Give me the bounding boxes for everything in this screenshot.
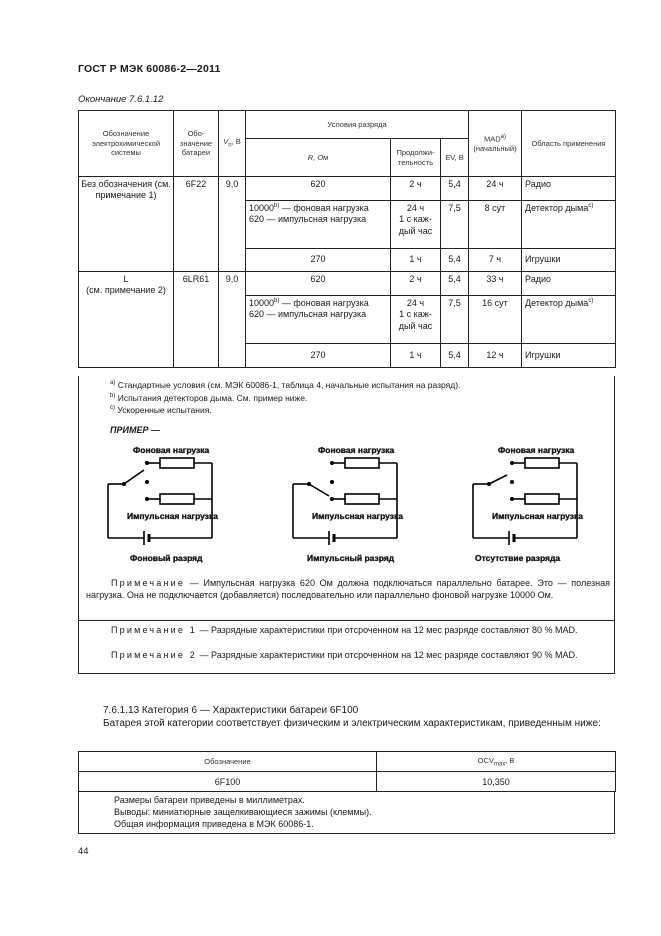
cell-area: Радио	[522, 177, 616, 201]
cell-duration: 1 ч	[391, 249, 441, 272]
cell-area: Игрушки	[522, 249, 616, 272]
cell-duration: 1 ч	[391, 344, 441, 368]
diagram-mid-label: Импульсная нагрузка	[312, 511, 403, 521]
cell-mad: 7 ч	[469, 249, 522, 272]
cell-duration: 24 ч 1 с каж- дый час	[391, 296, 441, 344]
header-battery: Обо-значение батареи	[174, 111, 219, 177]
cell-ev: 5,4	[441, 177, 469, 201]
note-1: Примечание 1 — Разрядные характеристики при отсроченном на 12 мес разряде составляют 80 % MAD.	[111, 625, 578, 635]
header-designation: Обозначение	[79, 752, 377, 772]
cell-ev: 5,4	[441, 249, 469, 272]
cell-area: Детектор дыма$^{c)}$	[522, 296, 616, 344]
circuit-schematic	[285, 440, 455, 570]
group1-designation: Без обозначения (см. примечание 1)	[79, 177, 174, 272]
cell-r: 620	[246, 177, 391, 201]
diagram-top-label: Фоновая нагрузка	[318, 445, 395, 455]
cell-mad: 16 сут	[469, 296, 522, 344]
diagram-mid-label: Импульсная нагрузка	[492, 511, 583, 521]
header-duration: Продолжи-тельность	[391, 139, 441, 177]
header-mad: MAD$^{a)}$ (начальный)	[469, 111, 522, 177]
group1-vn: 9,0	[219, 177, 246, 272]
document-header: ГОСТ Р МЭК 60086-2—2011	[78, 63, 221, 75]
header-conditions: Условия разряда	[246, 111, 469, 139]
diagram-bottom-label: Фоновый разряд	[130, 553, 203, 563]
group2-battery: 6LR61	[174, 272, 219, 368]
example-label: ПРИМЕР —	[110, 425, 160, 435]
header-area: Область применения	[522, 111, 616, 177]
diagram-bottom-label: Отсутствие разряда	[475, 553, 561, 563]
cell-duration: 2 ч	[391, 177, 441, 201]
cell-r: 620	[246, 272, 391, 296]
group2-designation: L (см. примечание 2)	[79, 272, 174, 368]
battery-6f100-table	[78, 751, 616, 792]
cell-designation: 6F100	[79, 772, 377, 792]
diagram-bottom-label: Импульсный разряд	[307, 553, 395, 563]
diagram-top-label: Фоновая нагрузка	[498, 445, 575, 455]
group2-vn: 9,0	[219, 272, 246, 368]
circuit-diagram-none	[465, 440, 635, 570]
cell-r: 270	[246, 344, 391, 368]
cell-mad: 8 сут	[469, 201, 522, 249]
notes-divider	[78, 620, 615, 621]
section-text: Батарея этой категории соответствует физическим и электрическим характеристикам, приведенным ниже:	[103, 718, 601, 729]
cell-ev: 5,4	[441, 344, 469, 368]
footnote-b: $^{b)}$ Испытания детекторов дыма. См. пример ниже.	[110, 393, 308, 403]
circuit-diagram-background	[100, 440, 270, 570]
diagram-top-label: Фоновая нагрузка	[133, 445, 210, 455]
cell-mad: 33 ч	[469, 272, 522, 296]
group1-battery: 6F22	[174, 177, 219, 272]
cell-area: Детектор дыма$^{c)}$	[522, 201, 616, 249]
cell-ocv: 10,350	[377, 772, 616, 792]
circuit-schematic	[100, 440, 270, 570]
table-caption: Окончание 7.6.1.12	[78, 94, 164, 105]
note-2: Примечание 2 — Разрядные характеристики при отсроченном на 12 мес разряде составляют 90 % MAD.	[111, 650, 578, 660]
cell-ev: 7,5	[441, 201, 469, 249]
cell-duration: 2 ч	[391, 272, 441, 296]
header-r: R, Ом	[246, 139, 391, 177]
circuit-diagram-pulse	[285, 440, 455, 570]
cell-mad: 12 ч	[469, 344, 522, 368]
cell-r: 10000$^{b)}$ — фоновая нагрузка 620 — импульсная нагрузка	[246, 296, 391, 344]
cell-mad: 24 ч	[469, 177, 522, 201]
cell-ev: 5,4	[441, 272, 469, 296]
header-designation: Обозначение электрохимической системы	[79, 111, 174, 177]
table2-note: Общая информация приведена в МЭК 60086-1.	[114, 819, 314, 829]
footnote-a: $^{a)}$ Стандартные условия (см. МЭК 60086-1, таблица 4, начальные испытания на разряд).	[110, 380, 461, 390]
cell-r: 10000$^{b)}$ — фоновая нагрузка 620 — импульсная нагрузка	[246, 201, 391, 249]
circuit-schematic	[465, 440, 635, 570]
header-vn: $V_n$, В	[219, 111, 246, 177]
table2-note: Размеры батареи приведены в миллиметрах.	[114, 795, 305, 805]
discharge-table	[78, 110, 616, 368]
footnote-c: $^{c)}$ Ускоренные испытания.	[110, 405, 212, 415]
cell-area: Радио	[522, 272, 616, 296]
cell-area: Игрушки	[522, 344, 616, 368]
header-ev: EV, В	[441, 139, 469, 177]
header-ocv: $OCV_{max}$, В	[377, 752, 616, 772]
cell-duration: 24 ч 1 с каж- дый час	[391, 201, 441, 249]
table2-note: Выводы: миниатюрные защелкивающиеся зажимы (клеммы).	[114, 807, 372, 817]
page-number: 44	[78, 846, 89, 857]
diagram-mid-label: Импульсная нагрузка	[127, 511, 218, 521]
section-heading: 7.6.1.13 Категория 6 — Характеристики батареи 6F100	[103, 705, 359, 716]
cell-r: 270	[246, 249, 391, 272]
note-main: Примечание — Импульсная нагрузка 620 Ом должна подключаться параллельно батарее. Это — полезная нагрузка. Она не подключается (добавляется) последовательно или параллельно фоновой нагрузке 10000 Ом.	[86, 578, 610, 600]
cell-ev: 7,5	[441, 296, 469, 344]
